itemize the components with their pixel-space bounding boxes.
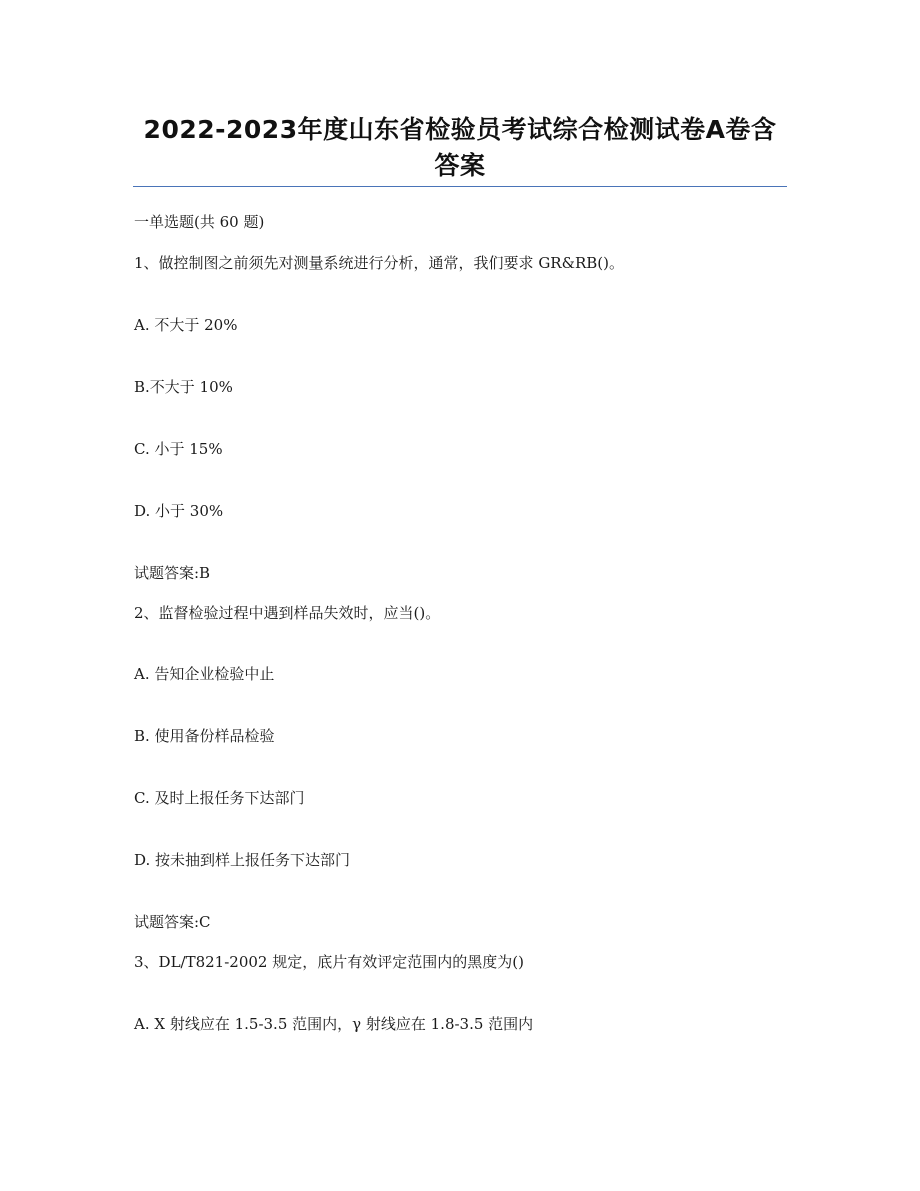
title-divider — [133, 186, 787, 187]
question-1-option-b: B.不大于 10% — [134, 378, 233, 396]
question-1-option-a: A. 不大于 20% — [134, 316, 238, 334]
question-2-option-c: C. 及时上报任务下达部门 — [134, 789, 305, 807]
question-1-answer: 试题答案:B — [134, 564, 211, 582]
question-2-answer: 试题答案:C — [134, 913, 211, 931]
question-3-option-a: A. X 射线应在 1.5-3.5 范围内，γ 射线应在 1.8-3.5 范围内 — [134, 1015, 534, 1033]
question-1-option-d: D. 小于 30% — [134, 502, 224, 520]
question-1-stem: 1、做控制图之前须先对测量系统进行分析，通常，我们要求 GR&RB()。 — [134, 254, 624, 272]
document-title: 2022-2023年度山东省检验员考试综合检测试卷A卷含答案 — [143, 115, 777, 180]
question-2-option-d: D. 按未抽到样上报任务下达部门 — [134, 851, 351, 869]
question-2-option-a: A. 告知企业检验中止 — [134, 665, 275, 683]
question-1-option-c: C. 小于 15% — [134, 440, 223, 458]
question-2-stem: 2、监督检验过程中遇到样品失效时，应当()。 — [134, 604, 441, 622]
question-3-stem: 3、DL/T821-2002 规定，底片有效评定范围内的黑度为() — [134, 953, 524, 971]
section-heading: 一单选题(共 60 题) — [134, 213, 265, 231]
question-2-option-b: B. 使用备份样品检验 — [134, 727, 275, 745]
